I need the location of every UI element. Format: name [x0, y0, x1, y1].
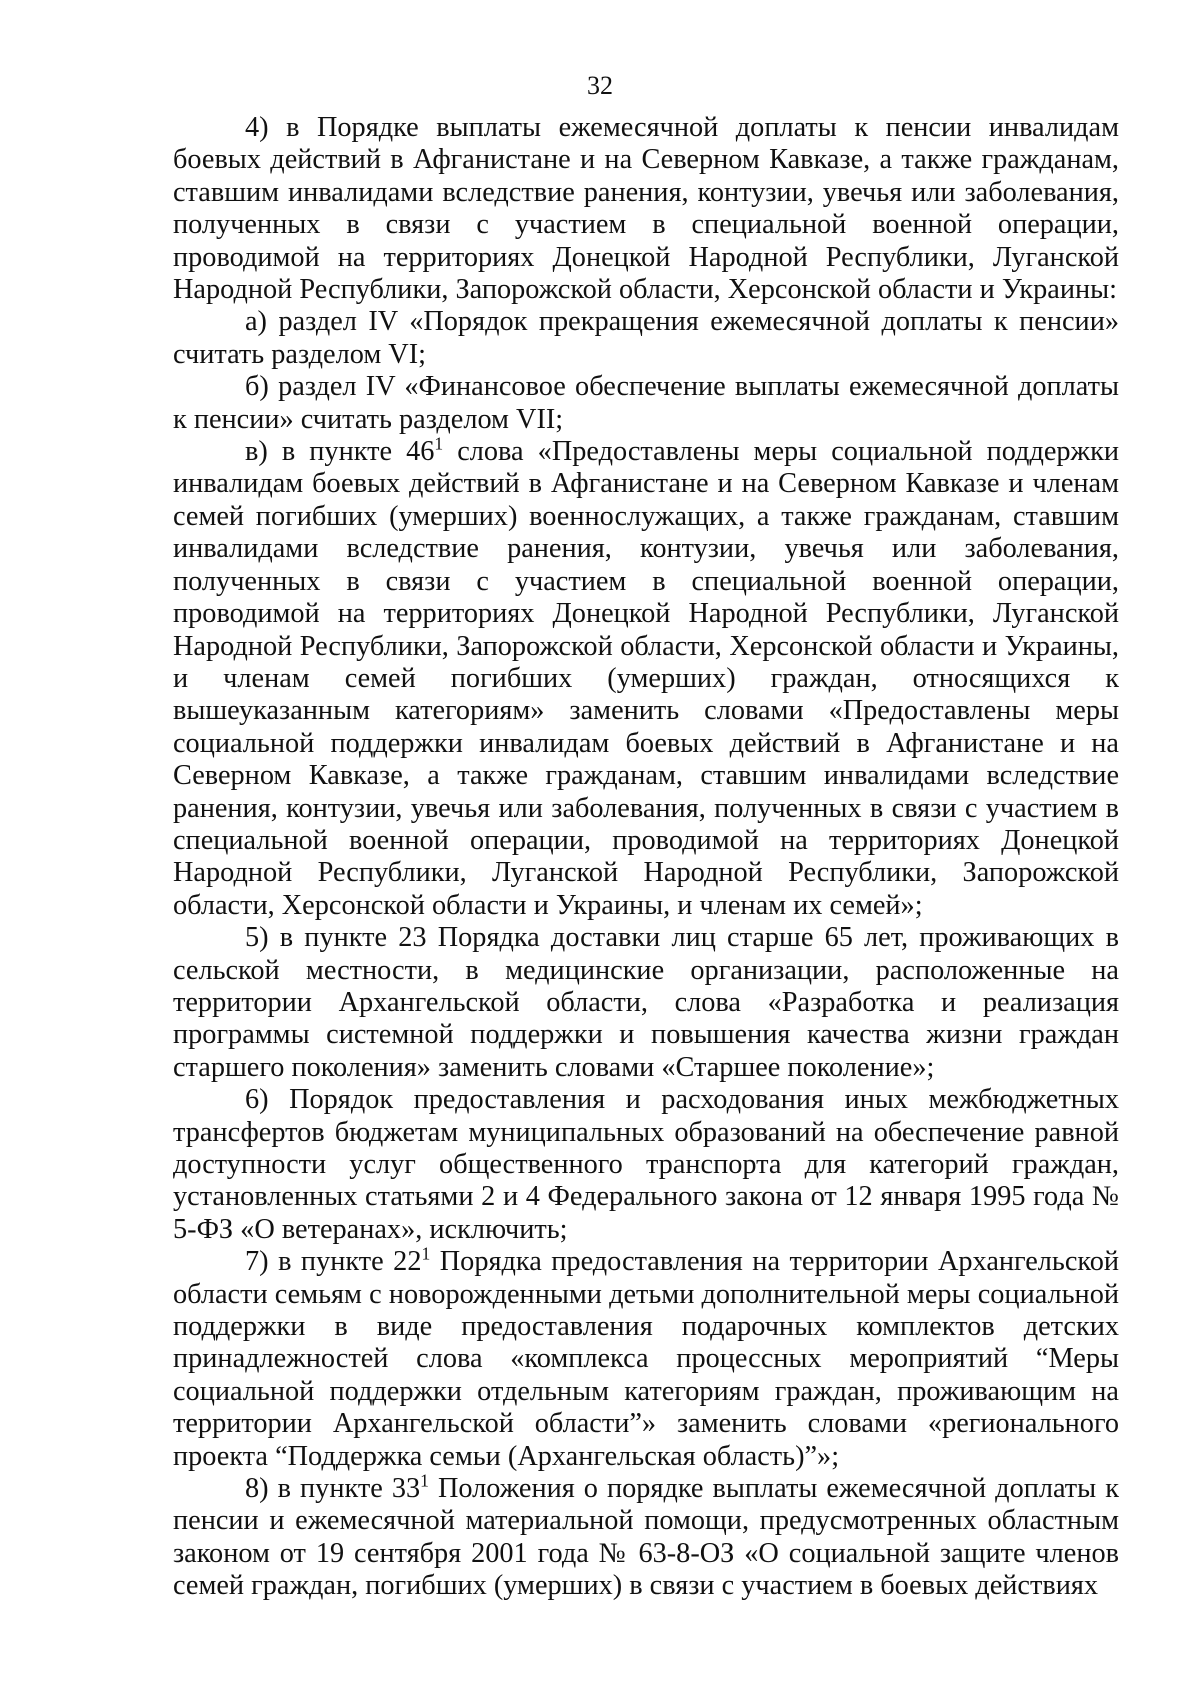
paragraph-text-start: 8) в пункте 33	[245, 1473, 421, 1505]
paragraph-text-rest: Положения о порядке выплаты ежемесячной доплаты к пенсии и ежемесячной материальной помощи, предусмотренных областным законом от 19 сентября 2001 года № 63-8-ОЗ «О социальной защите членов семей граждан, погибших (умерших) в связи с участием в боевых действиях	[173, 1473, 1119, 1602]
paragraph-text-rest: Порядка предоставления на территории Архангельской области семьям с новорожденными детьми дополнительной меры социальной поддержки в виде предоставления подарочных комплектов детских принадлежностей слова «комплекса процессных мероприятий “Меры социальной поддержки отдельным категориям граждан, проживающим на территории Архангельской области”» заменить словами «регионального проекта “Поддержка семьи (Архангельская область)”»;	[173, 1246, 1119, 1472]
paragraph-item-4: 4) в Порядке выплаты ежемесячной доплаты к пенсии инвалидам боевых действий в Афганистане и на Северном Кавказе, а также гражданам, ставшим инвалидами вследствие ранения, контузии, увечья или заболевания, полученных в связи с участием в специальной военной операции, проводимой на территориях Донецкой Народной Республики, Луганской Народной Республики, Запорожской области, Херсонской области и Украины:	[173, 112, 1119, 306]
paragraph-subitem-v	[173, 433, 1119, 922]
paragraph-text-rest: слова «Предоставлены меры социальной поддержки инвалидам боевых действий в Афганистане и на Северном Кавказе и членам семей погибших (умерших) военнослужащих, а также гражданам, ставшим инвалидами вследствие ранения, контузии, увечья или заболевания, полученных в связи с участием в специальной военной операции, проводимой на территориях Донецкой Народной Республики, Луганской Народной Республики, Запорожской области, Херсонской области и Украины, и членам семей погибших (умерших) граждан, относящихся к вышеуказанным категориям» заменить словами «Предоставлены меры социальной поддержки инвалидам боевых действий в Афганистане и на Северном Кавказе, а также гражданам, ставшим инвалидами вследствие ранения, контузии, увечья или заболевания, полученных в связи с участием в специальной военной операции, проводимой на территориях Донецкой Народной Республики, Луганской Народной Республики, Запорожской области, Херсонской области и Украины, и членам их семей»;	[173, 436, 1119, 921]
paragraph-item-8	[173, 1470, 1119, 1603]
paragraph-text-start: 7) в пункте 22	[245, 1246, 422, 1278]
superscript-index: 1	[420, 1470, 429, 1491]
superscript-index: 1	[434, 433, 444, 454]
paragraph-item-6: 6) Порядок предоставления и расходования иных межбюджетных трансфертов бюджетам муниципальных образований на обеспечение равной доступности услуг общественного транспорта для категорий граждан, установленных статьями 2 и 4 Федерального закона от 12 января 1995 года № 5-ФЗ «О ветеранах», исключить;	[173, 1084, 1119, 1245]
paragraph-text-start: в) в пункте 46	[245, 436, 435, 468]
paragraph-item-7	[173, 1243, 1119, 1473]
paragraph-subitem-a: а) раздел IV «Порядок прекращения ежемесячной доплаты к пенсии» считать разделом VI;	[173, 306, 1119, 370]
superscript-index: 1	[421, 1243, 431, 1264]
paragraph-item-5: 5) в пункте 23 Порядка доставки лиц старше 65 лет, проживающих в сельской местности, в медицинские организации, расположенные на территории Архангельской области, слова «Разработка и реализация программы системной поддержки и повышения качества жизни граждан старшего поколения» заменить словами «Старшее поколение»;	[173, 922, 1119, 1083]
page-number: 32	[587, 71, 613, 100]
paragraph-subitem-b: б) раздел IV «Финансовое обеспечение выплаты ежемесячной доплаты к пенсии» считать разделом VII;	[173, 371, 1119, 435]
document-body	[173, 112, 1119, 1603]
